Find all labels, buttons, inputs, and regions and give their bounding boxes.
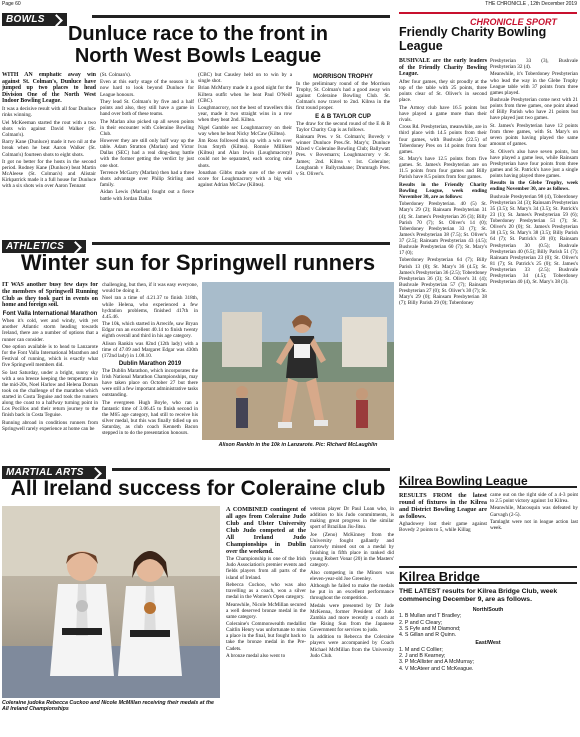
friendly-para: Bushvale Presbyterian come next with 21 points from three games, one point ahead of Billy Parish who have 21 points but have played just two games.	[490, 97, 578, 122]
bowls-para: The draw for the second round of the E & B Taylor Charity Cup is as follows.	[296, 120, 390, 133]
martial-para: veteran player Dr Paul Loan who, in addition to his Judo commitments, is making great progress in the similar sport of Brazilian Jiu-Jitsu.	[310, 506, 394, 531]
list-item: 1. B Mullan and T Bradley;	[399, 613, 462, 620]
bowls-para: Jonathan Gibbs made sure of the overall score for Loughmacrory with a big win against Adrian McCaw (Kiltea).	[198, 169, 292, 189]
kilrea-league-column-1	[399, 492, 487, 562]
bowls-para: However they are still only half way up the table. Adam Stratton (Marlan) and Victor Dallas (SEC) had a real ding-dong battle with the former getting the verdict by just one shot.	[100, 138, 194, 169]
kilrea-league-header	[399, 472, 577, 488]
font-valla-heading: Font Valla International Marathon	[2, 311, 98, 318]
athletics-lead: IT WAS another busy few days for the members of Springwell Running Club as they took part in events on home and foreign soil.	[2, 282, 98, 309]
friendly-para: St. Oliver's also have seven points, but have played a game less, while Rainsam Presbyterian have four points from three games and St. Patrick's have just a single points having played three games.	[490, 148, 578, 179]
bowls-para: Loughmacrory, not the best of travellers this year, made it two straight wins in a row when they beat 2nd. Kiltea.	[198, 105, 292, 124]
friendly-para: St. James's Presbyterian have 12 points from three games, with St. Mary's on seven points having played the same amount of games.	[490, 122, 578, 148]
friendly-para: After four games, they sit proudly at the top of the table with 25 points, three points clear of St. Oliver's in second place.	[399, 79, 487, 104]
north-south-heading: North/South	[472, 607, 504, 613]
bowls-para: In the preliminary round of the Morrison Trophy, St. Colman's had a good away win against Coleraine Bowling Club. St. Colman's now travel to 2nd. Kilrea in the first round proper.	[296, 81, 390, 112]
athletics-para: When it's cold, wet and windy, with yet another Atlantic storm heading towards Ireland, there are a number of options that a runner can consider.	[2, 318, 98, 343]
martial-para: Meanwhile, Nicole McMillan secured a well deserved bronze medal in the same category.	[226, 601, 306, 620]
dublin-marathon-heading: Dublin Marathon 2019	[118, 361, 182, 368]
friendly-column-2	[490, 58, 578, 470]
alison-rankin-photo	[202, 282, 394, 440]
martial-para: In addition to Rebecca the Coleraine players were accompanied by Coach Michael McMillan from the University Judo Club.	[310, 634, 394, 659]
kilrea-bridge-results	[399, 588, 577, 733]
list-item: 4. S Gillan and R Quinn.	[399, 632, 457, 639]
bowls-para: Terrence McGarry (Marlan) then had a three shots advantage over Philip Stirling and family.	[100, 169, 194, 189]
bowls-column-4	[296, 72, 390, 235]
bowls-para: Jim Ross followed this up with a win over Ivan Smyth (Kiltea). Ronnie Milliken (Kiltea) and Alan Irwin (Loughmacrory) could not be separated, each scoring nine shots.	[198, 138, 292, 169]
martial-para: Coleraine's Commonwealth medallist Caitlin Henry was unfortunate to miss a place in the final, but fought back to take the bronze medal in the Pre-Cadets.	[226, 621, 306, 652]
chronicle-sport-logo	[470, 12, 577, 27]
athletics-para: The evergreen Hugh Boyle, who ran a fantastic time of 3.06.45 to finish second in the M65 age category, had still to receive his silver medal, but this was finally tidied up on Saturday, as club coach Kenneth Bacon stepped in to do the presentation honours.	[102, 399, 198, 437]
bowls-tag-rule	[92, 15, 390, 18]
bowls-lead: WITH AN emphatic away win against St. Colman's, Dunluce have jumped up two places to head Division One of the North West Indoor Bowling League.	[2, 72, 96, 105]
judoka-illustration	[2, 506, 220, 698]
kilrea-league-para: Aghadowey lost their game against Bovedy 2 points to 5, while Killag	[399, 521, 487, 534]
bowls-para: (CBC) but Causley held on to win by a single shot.	[198, 72, 292, 85]
bowls-para: Even at this early stage of the season it is now hard to look beyond Dunluce for League honours.	[100, 79, 194, 98]
athletics-para: So last Saturday, under a bright, sunny sky with a sea breeze keeping the temperature in the mid-20s, Noel Harlow and Helena Dornan took on the challenge of the marathon which started in Costa Teguise and took the runners along the coast to a halfway turning point in Los Pocillos and their return journey to the finish back in Costa Teguise.	[2, 369, 98, 419]
friendly-para: Toberdoney Presbyterian 64 (7); Billy Parish 13 (0); St. Mary's 36 (4.5); St. James's Presbyterian 36 (2.5); Toberdoney Presbyterian 36 (3); St. Oliver's 31 (4); Bushvale Presbyterian 57 (7); Rainsam Presbyterian 27 (0); St. Oliver's 30 (7); St. Mary's 29 (0); Rainsam Presbyterian 38 (7); Billy Parish 29 (0); Toberdoney	[399, 257, 487, 307]
martial-para: Medals were presented by Dr Jude McKenna, former President of Judo Zambia and more recently a coach at the Rising Sun from the Japanese Government for services to judo.	[310, 602, 394, 633]
paper-date: THE CHRONICLE , 12th December 2019	[485, 1, 577, 7]
list-item: 1. M and C Collier;	[399, 646, 443, 653]
martial-column-2	[310, 506, 394, 734]
martial-column-1	[226, 506, 306, 734]
athletics-para: Noel ran a time of 4.21.37 to finish 318th, while Helena, who experienced a few hydration problems, finished 417th in 4.45.46.	[102, 295, 198, 320]
friendly-para: Toberdoney Presbyterian. 40 (5) St. Mary's 29 (2); Rainsam Presbyterian 31 (4); St. James's Presbyterian 26 (3); Billy Parish 70 (7); St. Oliver's 14 (0); Toberdoney Presbyterian 33 (7); St. James's Presbyterian 38 (7.5); St. Oliver's 37 (2.5); Rainsam Presbyterian 43 (4.5); Bushvale Presbyterian 60 (7); St. Mary's 17 (0);	[399, 201, 487, 257]
kilrea-league-para: Tamlaght were not in league action last week.	[490, 518, 578, 532]
athletics-para: challenging, but then, if it was easy everyone, would be doing it.	[102, 282, 198, 295]
bowls-para: They lead St. Colman's by five and a half points and also, they still have a game in hand over both of these teams.	[100, 98, 194, 118]
bowls-column-2	[100, 72, 194, 235]
athletics-tag-rule	[92, 242, 390, 245]
athletics-para: Alison Rankin was 82nd (12th lady) with a time of 47.09 and Margaret Edgar was 430th (172nd lady) in 1.08.10.	[102, 340, 198, 359]
east-west-heading: East/West	[475, 640, 501, 647]
friendly-para: The Armoy club have 16.5 points but have played a game more than their rivals.	[399, 104, 487, 123]
friendly-para: Bushvale Presbyterian 98 (4), Toberdoney Presbyterian 34 (3); Rainsam Presbyterian 35 (3.5); St. Mary's 34 (3.5); St. Patrick's 23 (1); St. James's Presbyterian 59 (6); Toberdoney Presbyterian 51 (7); St. Oliver's 20 (0); St. James's Presbyterian 38 (3.5); St. Mary's 38 (3.5); Billy Parish 64 (7); St. Patrick's 20 (0); Rainsam Presbyterian 30 (0.5); Bushvale Presbyterian 40 (6.5); Billy Parish 51 (7); Rainsam Presbyterian 23 (0); St. Oliver's 81 (7); St. Patrick's 25 (0); St. James's Presbyterian 33 (2.5); Bushvale Presbyterian 34 (4.5); Toberdoney Presbyterian 40 (4), St. Mary's 38 (3).	[490, 193, 578, 286]
athletics-para: The Dublin Marathon, which incorporates the Irish National Marathon Championships, may have taken place on October 27 but there were still a few important administrative tasks outstanding.	[102, 368, 198, 399]
martial-para: The Championship is one of the Irish Judo Association's premier events and fields players from all parts of the island of Ireland.	[226, 556, 306, 581]
section-tag-martial-arts: MARTIAL ARTS	[2, 466, 106, 479]
runner-illustration	[202, 282, 394, 440]
friendly-para: Results in the Friendly Charity Bowling League, week ending November 30, are as follows:	[399, 181, 487, 200]
athletics-para: The 10k, which started in Arrecife, saw Bryan Edgar run an excellent 40.14 to finish twenty eighth overall and third in his age category.	[102, 321, 198, 340]
friendly-para: Cross Rd. Presbyterian, meanwhile, are in third place with 14.5 points from their four games, with Bushvale (22.5) of Toberdoney Pres on 14 points from four games.	[399, 124, 487, 155]
bowls-para: It was a decisive result with all four Dunluce rinks winning.	[2, 106, 96, 119]
kilrea-league-lead: RESULTS FROM the latest round of fixtures in the Kilrea and District Bowling League are as follows.	[399, 492, 487, 520]
martial-para: A bronze medal also went to	[226, 652, 286, 659]
martial-headline: All Ireland success for Coleraine club	[10, 477, 386, 500]
martial-para: Joe (Zeno) McKinney from the University fought gallantly and narrowly missed out on a medal by finishing in fifth place in ranked did young Robert Vonar (20) in the Masters' category.	[310, 531, 394, 569]
friendly-league-headline: Friendly Charity Bowling League	[399, 25, 547, 53]
martial-tag-rule	[112, 468, 390, 471]
bowls-headline-1: Dunluce race to the front in	[67, 23, 329, 45]
list-item: 4. V McAteer and C McKeague.	[399, 665, 474, 672]
athletics-column-1	[2, 282, 98, 460]
friendly-para: Results in the Glebe Trophy, week ending November 30, are as follows.	[490, 180, 578, 193]
page-number: Page 60	[2, 1, 21, 7]
page-header	[0, 0, 580, 9]
judo-photo-caption: Coleraine judoka Rebecca Cuckoo and Nicole McMillan receiving their medals at the All Ireland Championships	[2, 700, 214, 712]
martial-para: Rebecca Cuckoo, who was also travelling as a coach, won a silver medal in the Women's Open category.	[226, 581, 306, 601]
section-tag-athletics: ATHLETICS	[2, 240, 86, 253]
judo-medals-photo	[2, 506, 220, 698]
kilrea-league-para: came out on the right side of a 4-3 point to 2.5 point victory against 1st Kilrea.	[490, 492, 578, 505]
bowls-para: Brian McMurry made it a good night for the Kiltera outfit when he beat Paul O'Neill (CBC).	[198, 85, 292, 104]
list-item: 2. P and C Cleary;	[399, 619, 443, 626]
friendly-lead: BUSHVALE are the early leaders of the Friendly Charity Bowling League.	[399, 58, 487, 78]
martial-lead: A COMBINED contingent of all ages from Coleraine Judo Club and Ulster University Club Judo competed at the All Ireland Judo Championships in Dublin over the weekend.	[226, 506, 306, 555]
list-item: 3. P McAllister and A McMurray;	[399, 659, 474, 666]
morrison-trophy-heading: MORRISON TROPHY	[313, 74, 373, 80]
taylor-cup-heading: E & B TAYLOR CUP	[315, 113, 371, 120]
bowls-column-1	[2, 72, 96, 235]
kilrea-bridge-intro: THE LATEST results for Kilrea Bridge Club, week commencing December 9, are as follows.	[399, 588, 558, 603]
kilrea-bridge-headline: Kilrea Bridge	[399, 569, 480, 584]
bowls-para: Aidan Lewis (Marlan) fought out a fierce battle with Jordan Dallas	[100, 189, 194, 202]
list-item: 2. J and B Kearney;	[399, 653, 446, 660]
athletics-headline: Winter sun for Springwell runners	[20, 250, 376, 275]
bowls-column-3	[198, 72, 292, 235]
martial-para: Also competing in the Minors was eleven-year-old Joe Greenley.	[310, 569, 394, 582]
bowls-para: Rainsam Pres. v St. Colman's; Bovedy v winner Dunluce Pres./St. Mary's; Dunluce Mixed v Coleraine Bowling Club; Ballywatt Pres. v Bovemarrs; Loughmacrory v St. James; 2nd. Kilrea v 1st. Coleraine; Longbarah v Ballyrashane; Drumragh Pres. v St. Oliver's.	[296, 134, 390, 177]
friendly-para: Meanwhile, it's Toberdoney Presbyterian who lead the way in the Glebe Trophy League table with 37 points from three games played.	[490, 71, 578, 96]
bowls-para: Nigel Gamble sec Loughmacrory on their way when he beat Nicky McCaw (Kiltea).	[198, 124, 292, 137]
athletics-para: One option available is to head to Lanzarote for the Font Valla International Marathon and Festival of running, which is exactly what five Springwell members did.	[2, 343, 98, 369]
athletics-column-2	[102, 282, 198, 460]
chronicle-sport-logo-text: CHRONICLE SPORT	[470, 17, 557, 27]
bowls-para: (St. Colman's).	[100, 72, 132, 78]
friendly-para: St. Mary's have 12.5 points from five games. St. James's Presbyterian are on 11.5 points from four games and Billy Parish have 8.5 points from four games.	[399, 156, 487, 181]
friendly-column-1	[399, 58, 487, 470]
bowls-para: Barry Kane (Dunluce) made it two nil at the break when he beat Aaron Walker (St. Colman's) fourteen shots to eight shots.	[2, 139, 96, 158]
kilrea-league-column-2	[490, 492, 578, 562]
section-tag-bowls: BOWLS	[2, 13, 67, 26]
athletics-para: Running abroad in conditions runners from Springwell rarely experience at home can be	[2, 419, 98, 432]
kilrea-league-headline: Kilrea Bowling League	[399, 474, 528, 488]
kilrea-league-para: Meanwhile, Macosquin was defeated by Garvagh (2-5).	[490, 505, 578, 518]
bowls-para: The Marlan also picked up all seven points in their encounter with Coleraine Bowling Club.	[100, 118, 194, 137]
kilrea-bridge-header	[399, 566, 577, 584]
friendly-para: Presbyterian 33 (3), Bushvale Presbyterian 32 (4).	[490, 58, 578, 71]
alison-rankin-caption: Alison Rankin in the 10k in Lanzarote. Pic: Richard McLaughlin	[218, 442, 378, 448]
bowls-headline-2: North West Bowls League	[74, 45, 322, 67]
list-item: 3. S Fyfe and M Diamond;	[399, 625, 461, 632]
bowls-para: It got no better for the hosts in the second period. Rodney Kane (Dunluce) beat Martin McAleese (St. Colman's) and Alistair Kirkpatrick made it a full house for Dunluce with a six shots win over Aaron Tennant	[2, 158, 96, 190]
bowls-para: Uel McKeeman started the rout with a two shots win against David Walker (St. Colman's).	[2, 119, 96, 138]
martial-para: Although he failed to make the medals he put in an excellent performance throughout the competition.	[310, 583, 394, 602]
